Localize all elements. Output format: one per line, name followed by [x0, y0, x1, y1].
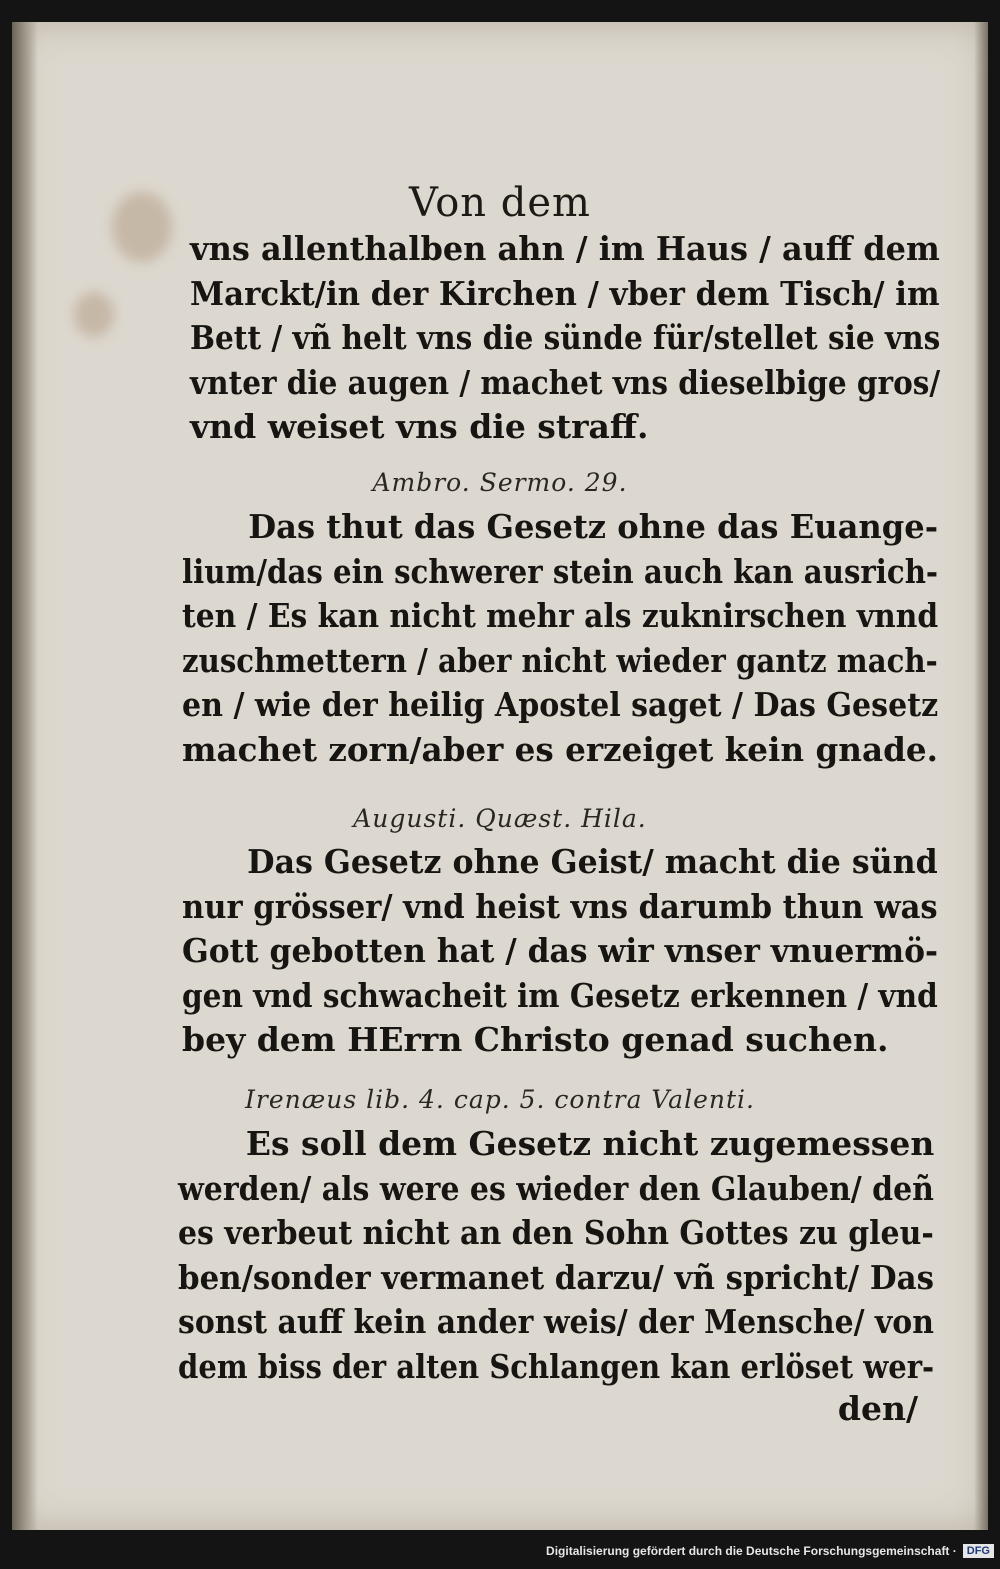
text-line: lium/das ein schwerer stein auch kan ausrich-	[182, 551, 939, 591]
text-line: Marckt/in der Kirchen / vber dem Tisch/ im	[190, 273, 940, 313]
paragraph-text	[178, 1122, 934, 1389]
text-line: ben/sonder vermanet darzu/ vñ spricht/ Das	[178, 1257, 935, 1297]
paper-stain	[74, 292, 114, 337]
paragraph	[190, 227, 940, 450]
text-line: Das Gesetz ohne Geist/ macht die sünd	[247, 842, 938, 881]
text-line: sonst auff kein ander weis/ der Mensche/ von	[178, 1302, 934, 1341]
text-line: dem biss der alten Schlangen kan erlöset wer-	[178, 1346, 935, 1386]
digitization-footer	[546, 1539, 994, 1563]
text-line: Bett / vñ helt vns die sünde für/stellet sie vns	[190, 318, 941, 357]
text-line: Gott gebotten hat / das wir vnser vnuermö-	[182, 931, 939, 970]
text-line: vnd weiset vns die straff.	[190, 407, 649, 446]
text-line: gen vnd schwacheit im Gesetz erkennen / vnd	[182, 975, 938, 1015]
page-gutter-shadow	[12, 22, 38, 1530]
paragraph	[182, 505, 938, 772]
text-line: zuschmettern / aber nicht wieder gantz mach-	[182, 640, 938, 680]
text-line: Es soll dem Gesetz nicht zugemessen	[245, 1124, 935, 1163]
paragraph-text	[182, 505, 938, 772]
text-line: en / wie der heilig Apostel saget / Das Gesetz	[182, 685, 939, 724]
text-line: ten / Es kan nicht mehr als zuknirschen vnnd	[182, 596, 939, 635]
text-line: bey dem HErrn Christo genad suchen.	[182, 1020, 889, 1059]
text-line: machet zorn/aber es erzeiget kein gnade.	[182, 729, 939, 769]
paragraph	[182, 840, 938, 1063]
text-line: es verbeut nicht an den Sohn Gottes zu gleu-	[178, 1213, 934, 1252]
running-header: Von dem	[409, 180, 591, 226]
catchword: den/	[837, 1389, 918, 1428]
dfg-logo: DFG	[963, 1544, 994, 1558]
text-line: vnter die augen / machet vns dieselbige gros/	[190, 362, 941, 402]
paragraph-text	[190, 227, 940, 450]
book-page	[12, 22, 988, 1530]
paragraph	[178, 1122, 934, 1389]
text-line: werden/ als were es wieder den Glauben/ deñ	[178, 1168, 934, 1208]
citation: Augusti. Quæst. Hila.	[353, 804, 647, 833]
text-line: nur grösser/ vnd heist vns darumb thun was	[182, 886, 938, 926]
footer-text: Digitalisierung gefördert durch die Deutsche Forschungsgemeinschaft ·	[546, 1544, 957, 1558]
text-line: Das thut das Gesetz ohne das Euange-	[248, 507, 939, 546]
text-line: vns allenthalben ahn / im Haus / auff dem	[190, 229, 940, 268]
citation: Irenæus lib. 4. cap. 5. contra Valenti.	[245, 1085, 755, 1114]
citation: Ambro. Sermo. 29.	[372, 468, 628, 497]
page-edge-shadow	[974, 22, 988, 1530]
paragraph-text	[182, 840, 938, 1063]
